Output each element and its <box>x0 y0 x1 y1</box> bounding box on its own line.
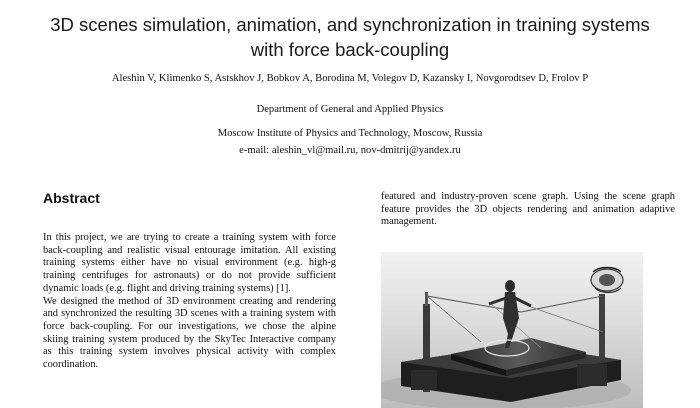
paper-title <box>40 12 660 62</box>
right-column-text: featured and industry-proven scene graph. Using the scene graph feature provides the 3D objects rendering and animation adaptive management. <box>381 191 675 228</box>
department-line: Department of General and Applied Physics <box>256 104 444 115</box>
institution-line: Moscow Institute of Physics and Technology, Moscow, Russia <box>217 128 483 139</box>
email-line: e-mail: aleshin_vl@mail.ru, nov-dmitrij@yandex.ru <box>239 145 461 156</box>
abstract-paragraph-2: We designed the method of 3D environment creating and rendering and synchronized the resulting 3D scenes with a training system with force back-coupling. For our investigations, we chose the alpine skiing training system produced by the SkyTec Interactive company as this training system involves physical activity with complex coordination. <box>43 295 336 371</box>
abstract-heading: Abstract <box>43 190 100 206</box>
training-system-render-image <box>381 252 643 408</box>
authors-line: Aleshin V, Klimenko S, Astskhov J, Bobkov A, Borodina M, Volegov D, Kazansky I, Novgorodtsev D, Frolov P <box>111 73 589 84</box>
abstract-body <box>43 232 336 372</box>
title-line-1: 3D scenes simulation, animation, and synchronization in training systems <box>50 14 650 35</box>
title-line-2: with force back-coupling <box>250 39 450 60</box>
abstract-paragraph-1: In this project, we are trying to create a training system with force back-coupling and realistic visual entourage imitation. All existing training systems either have no visual environment (e.g. high-g training centrifuges for astronauts) or do not provide sufficient dynamic loads (e.g. flight and driving training systems) [1]. <box>43 232 336 294</box>
training-system-render-figure <box>381 252 643 408</box>
